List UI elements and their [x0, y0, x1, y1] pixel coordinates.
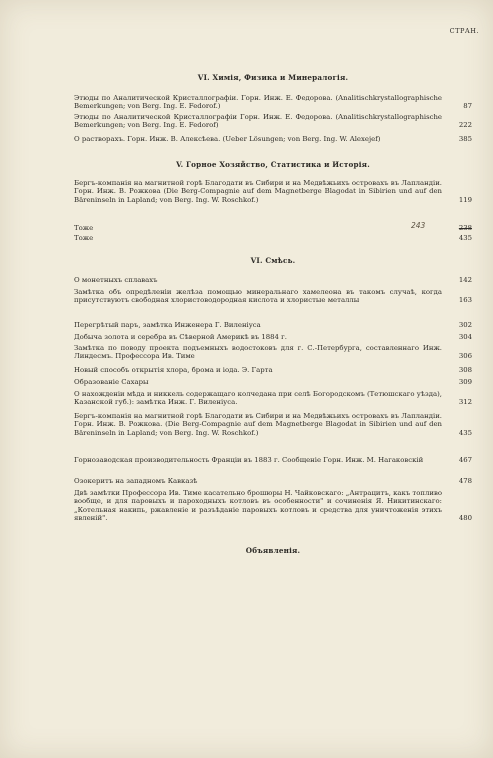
- toc-entry: Образованіе Сахары 309: [74, 378, 472, 386]
- toc-entry: Горнозаводская производительность Франціи въ 1883 г. Сообщеніе Горн. Инж. М. Нагаковскій 467: [74, 456, 472, 464]
- section-title: V. Горное Хозяйство, Статистика и Исторія.: [176, 160, 370, 169]
- toc-entry: Озокеритъ на западномъ Кавказѣ 478: [74, 477, 472, 485]
- page-number: 435: [458, 234, 472, 242]
- toc-entry: Тоже 435: [74, 234, 472, 242]
- toc-entry: Этюды по Аналитической Кристаллографіи. Горн. Инж. Е. Федорова. (Analitischkrystallographische Bemerkungen; von Berg. Ing. E. Fedorof.) 87: [74, 94, 472, 111]
- page-number: 302: [458, 321, 472, 329]
- page-number: 87: [463, 102, 472, 111]
- toc-entry: О растворахъ. Горн. Инж. В. Алексѣева. (Ueber Lösungen; von Berg. Ing. W. Alexejef) 385: [74, 135, 472, 143]
- toc-entry: Перегрѣтый паръ, замѣтка Инженера Г. Виленіуса 302: [74, 321, 472, 329]
- page-number: 142: [458, 276, 472, 284]
- toc-entry: Замѣтка по поводу проекта подъемныхъ водостоковъ для г. С.-Петербурга, составленнаго Инж. Линдесмъ. Профессора Ив. Тиме 306: [74, 344, 472, 361]
- page-number: 385: [458, 135, 472, 143]
- toc-entry: Бергъ-компанія на магнитной горѣ Благодати въ Сибири и на Медвѣжьихъ островахъ въ Лапландіи. Горн. Инж. В. Рожкова (Die Berg-Compagnie auf dem Magnetberge Blagodat in Sibirien und auf den Bäreninseln in Lapland; von Berg. Ing. W. Roschkof.) 119: [74, 179, 472, 204]
- page-number: 308: [458, 366, 472, 374]
- page-number: 309: [458, 378, 472, 386]
- toc-entry: О нахожденіи мѣда и никкель содержащаго колчедана при селѣ Богородскомъ (Тетюшскаго уѣзда), Казанской губ.): замѣтка Инж. Г. Виленіуса. 312: [74, 390, 472, 407]
- column-header-pages: СТРАН.: [449, 27, 479, 35]
- page-number: 119: [458, 195, 472, 204]
- page-number: 478: [458, 477, 472, 485]
- page-number: 163: [458, 296, 472, 305]
- section-title: Объявленія.: [245, 546, 301, 555]
- page-number: 222: [458, 121, 472, 130]
- page-number: 306: [458, 352, 472, 361]
- page-number: 480: [458, 514, 472, 523]
- toc-entry: Тоже 238: [74, 224, 472, 232]
- page-number: 312: [458, 398, 472, 407]
- page-number: 238: [458, 224, 472, 232]
- section-title: VI. Химія, Физика и Минералогія.: [197, 73, 349, 82]
- toc-entry: Новый способъ открытія хлора, брома и іода. Э. Гарта 308: [74, 366, 472, 374]
- toc-entry: Бергъ-компанія на магнитной горѣ Благодати въ Сибири и на Медвѣжьихъ островахъ въ Лапландіи. Горн. Инж. В. Рожкова. (Die Berg-Compagnie auf dem Magnetberge Blagodat in Sibirien und auf den Bäreninseln in Lapland; von Berg. Ing. W. Roschkof.) 435: [74, 412, 472, 437]
- toc-entry: Замѣтка объ опредѣленіи желѣза помощью минеральнаго хамелеона въ такомъ случаѣ, когда присутствуютъ свободная хлористоводородная кислота и хлористые металлы 163: [74, 288, 472, 305]
- page-number: 467: [458, 456, 472, 464]
- page-number: 304: [458, 333, 472, 341]
- handwritten-page-note: 243: [411, 221, 426, 230]
- toc-entry: О монетныхъ сплавахъ 142: [74, 276, 472, 284]
- page-number: 435: [458, 428, 472, 437]
- section-title: VI. Смѣсь.: [250, 256, 296, 265]
- toc-entry: Двѣ замѣтки Профессора Ив. Тиме касательно брошюры Н. Чайковскаго: „Антрацитъ, какъ топливо вообще, и для паровыхъ и пароходныхъ котловъ въ особенности" и сочиненія Я. Никитинскаго: „Котельная накипь, ржавленіе и разъѣданіе паровыхъ котловъ и средства для уничтоженія этихъ явленій". 480: [74, 489, 472, 523]
- toc-entry: Добыча золота и серебра въ Сѣверной Америкѣ въ 1884 г. 304: [74, 333, 472, 341]
- toc-entry: Этюды по Аналитической Кристаллографіи Горн. Инж. Е. Федорова. (Analitischkrystallographische Bemerkungen; von Berg. Ing. E. Fedorof) 222: [74, 113, 472, 130]
